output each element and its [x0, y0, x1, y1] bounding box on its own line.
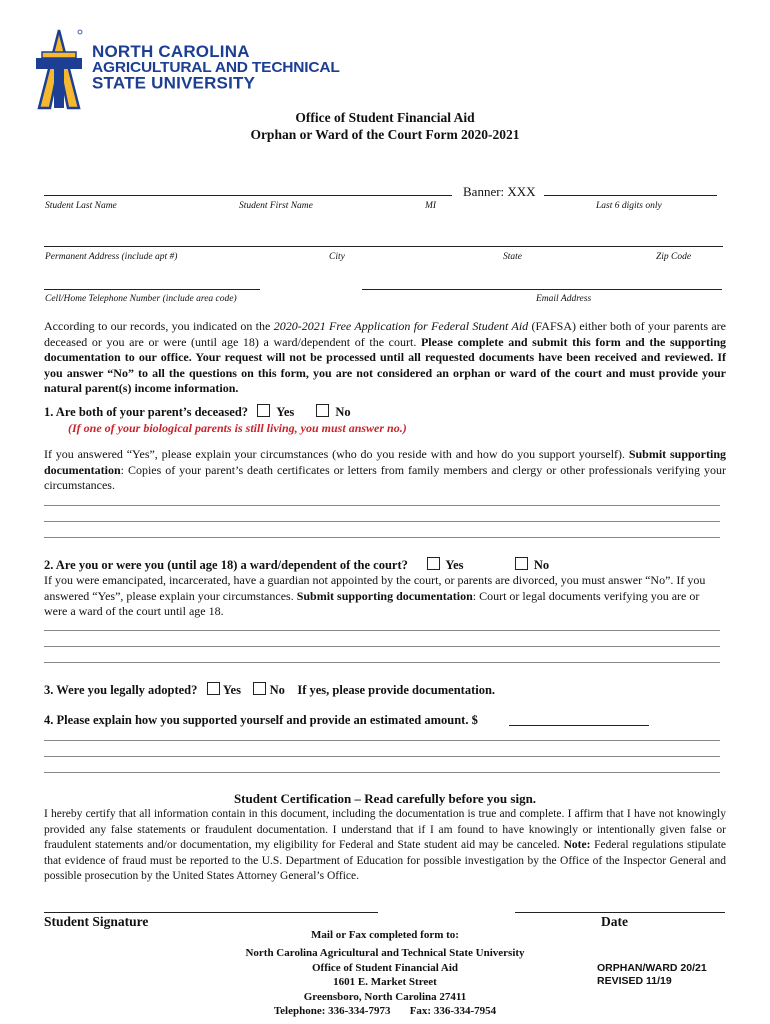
q4-answer-line[interactable] — [44, 772, 720, 773]
name-line[interactable] — [44, 195, 452, 196]
intro-paragraph: According to our records, you indicated on the 2020-2021 Free Application for Federal Student Aid (FAFSA) either both of your parents are deceased or you are or were (until age 18) a ward/dependent of the court. Please complete and submit this form and the supporting documentation to our office. Your request will not be processed until all requested documents have been received and reviewed. If you answer “No” to all the questions on this form, you are not considered an orphan or ward of the court and must provide your natural parent(s) income information. — [44, 319, 726, 395]
mail-label: Mail or Fax completed form to: — [311, 929, 459, 941]
banner-label: Banner: XXX — [463, 184, 536, 199]
certification-text: I hereby certify that all information contain in this document, including the documentation is true and complete. I affirm that I have not knowingly provided any false statements or fraudulent documentation. I understand that if I am found to have knowingly or intentionally given false or fraudulent statements and/or documentation, my eligibility for Federal and State student aid may be canceled. Note: Federal regulations stipulate that evidence of fraud must be reported to the U.S. Department of Education for possible investigation by the Office of the Inspector General and possible prosecution by the United States Attorney General’s Office. — [44, 808, 727, 882]
university-name: NORTH CAROLINA AGRICULTURAL AND TECHNICAL STATE UNIVERSITY — [92, 42, 340, 93]
q2-yes-checkbox[interactable] — [427, 557, 440, 570]
q1-instructions: If you answered “Yes”, please explain your circumstances (who do you reside with and how do you support yourself). Submit supporting documentation: Copies of your parent’s death certificates or letters from family members and clergy or other professionals verifying your circumstances. — [44, 447, 726, 492]
email-line[interactable] — [362, 289, 722, 290]
q2-instructions: If you were emancipated, incarcerated, have a guardian not appointed by the court, or parents are divorced, you must answer “No”. If you answered “Yes”, please explain your circumstances. Submit supporting documentation: Court or legal documents verifying you are or were a ward of the court until age 18. — [44, 573, 706, 618]
signature-label: Student Signature — [44, 914, 149, 929]
q1-yes-checkbox[interactable] — [257, 404, 270, 417]
form-title: Orphan or Ward of the Court Form 2020-2021 — [250, 127, 520, 142]
q1-answer-line[interactable] — [44, 537, 720, 538]
office-title: Office of Student Financial Aid — [295, 110, 475, 125]
q3-yes-checkbox[interactable] — [207, 682, 220, 695]
email-caption: Email Address — [536, 294, 592, 304]
q2-no-checkbox[interactable] — [515, 557, 528, 570]
state-caption: State — [503, 252, 522, 262]
form-code: ORPHAN/WARD 20/21 REVISED 11/19 — [597, 962, 707, 987]
mailing-address: North Carolina Agricultural and Technical State University Office of Student Financial Aid 1601 E. Market Street Greensboro, North Carolina 27411 Telephone: 336-334-7973 Fax: 336-334-7954 — [245, 947, 525, 1017]
q3-question: 3. Were you legally adopted? Yes No If yes, please provide documentation. — [44, 683, 496, 697]
q1-question: 1. Are both of your parent’s deceased? Yes No — [44, 405, 351, 419]
address-caption: Permanent Address (include apt #) — [45, 252, 178, 262]
q4-answer-line[interactable] — [44, 740, 720, 741]
date-label: Date — [601, 914, 628, 929]
date-line[interactable] — [515, 912, 725, 913]
q1-note: (If one of your biological parents is still living, you must answer no.) — [68, 421, 407, 435]
q1-no-checkbox[interactable] — [316, 404, 329, 417]
student-first-name-caption: Student First Name — [239, 201, 313, 211]
q4-answer-line[interactable] — [44, 756, 720, 757]
phone-line[interactable] — [44, 289, 260, 290]
certification-heading: Student Certification – Read carefully before you sign. — [233, 791, 537, 806]
city-caption: City — [329, 252, 345, 262]
address-line[interactable] — [44, 246, 723, 247]
mi-caption: MI — [425, 201, 437, 211]
q2-question: 2. Are you or were you (until age 18) a ward/dependent of the court? Yes No — [44, 558, 550, 572]
q3-no-checkbox[interactable] — [253, 682, 266, 695]
last6-caption: Last 6 digits only — [596, 201, 662, 211]
q2-answer-line[interactable] — [44, 646, 720, 647]
q1-answer-line[interactable] — [44, 505, 720, 506]
university-logo — [34, 28, 84, 110]
q4-amount-line[interactable] — [509, 725, 649, 726]
phone-caption: Cell/Home Telephone Number (include area code) — [45, 294, 237, 304]
q4-question: 4. Please explain how you supported yourself and provide an estimated amount. $ — [44, 713, 478, 727]
q1-answer-line[interactable] — [44, 521, 720, 522]
student-last-name-caption: Student Last Name — [45, 201, 117, 211]
banner-id-line[interactable] — [544, 195, 717, 196]
q2-answer-line[interactable] — [44, 630, 720, 631]
signature-line[interactable] — [44, 912, 378, 913]
q2-answer-line[interactable] — [44, 662, 720, 663]
zip-caption: Zip Code — [656, 252, 692, 262]
